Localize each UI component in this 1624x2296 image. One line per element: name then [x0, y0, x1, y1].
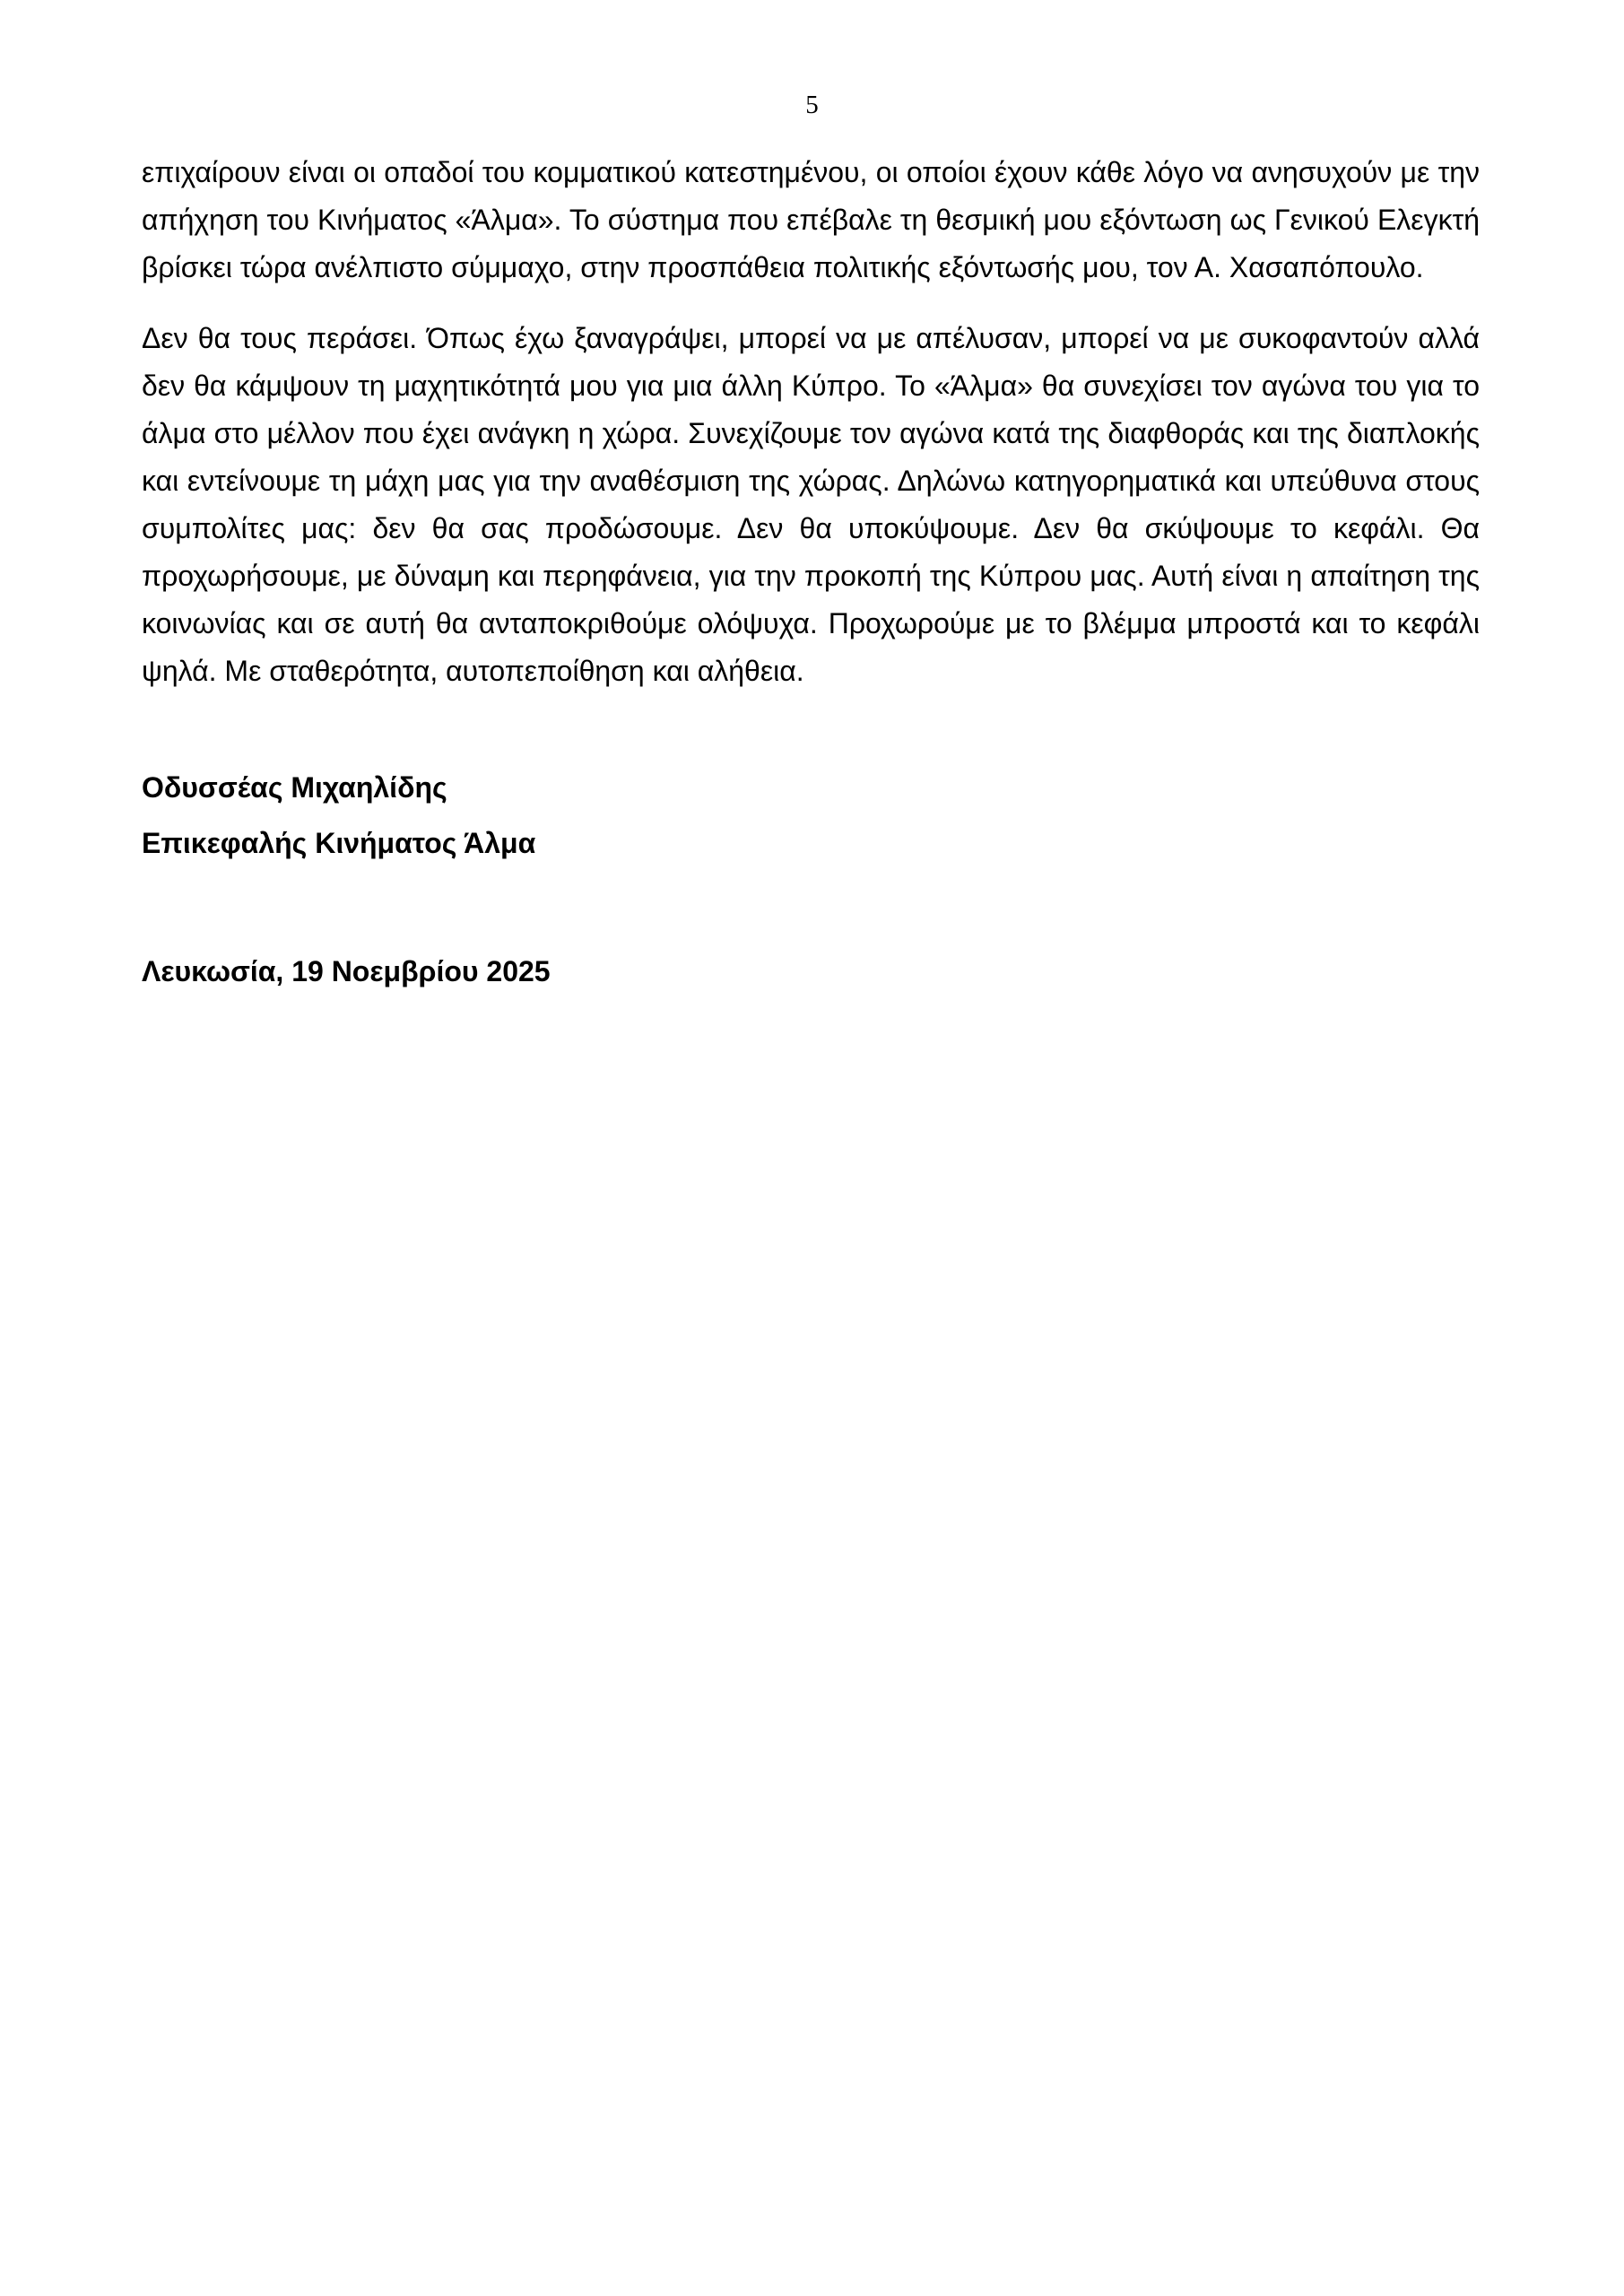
dateline: Λευκωσία, 19 Νοεμβρίου 2025	[142, 955, 551, 987]
signature-title: Επικεφαλής Κινήματος Άλμα	[142, 827, 536, 859]
page-number: 5	[805, 91, 819, 119]
paragraph-2: Δεν θα τους περάσει. Όπως έχω ξαναγράψει, μπορεί να με απέλυσαν, μπορεί να με συκοφαντούν αλλά δεν θα κάμψουν τη μαχητικότητά μου για μια άλλη Κύπρο. Το «Άλμα» θα συνεχίσει τον αγώνα του για το άλμα στο μέλλον που έχει ανάγκη η χώρα. Συνεχίζουμε τον αγώνα κατά της διαφθοράς και της διαπλοκής και εντείνουμε τη μάχη μας για την αναθέσμιση της χώρας. Δηλώνω κατηγορηματικά και υπεύθυνα στους συμπολίτες μας: δεν θα σας προδώσουμε. Δεν θα υποκύψουμε. Δεν θα σκύψουμε το κεφάλι. Θα προχωρήσουμε, με δύναμη και περηφάνεια, για την προκοπή της Κύπρου μας. Αυτή είναι η απαίτηση της κοινωνίας και σε αυτή θα ανταποκριθούμε ολόψυχα. Προχωρούμε με το βλέμμα μπροστά και το κεφάλι ψηλά. Με σταθερότητα, αυτοπεποίθηση και αλήθεια.	[142, 322, 1480, 687]
signature-name: Οδυσσέας Μιχαηλίδης	[142, 771, 447, 804]
paragraph-1: επιχαίρουν είναι οι οπαδοί του κομματικού κατεστημένου, οι οποίοι έχουν κάθε λόγο να ανησυχούν με την απήχηση του Κινήματος «Άλμα». Το σύστημα που επέβαλε τη θεσμική μου εξόντωση ως Γενικού Ελεγκτή βρίσκει τώρα ανέλπιστο σύμμαχο, στην προσπάθεια πολιτικής εξόντωσής μου, τον Α. Χασαπόπουλο.	[142, 156, 1480, 283]
document-body	[142, 149, 1480, 989]
